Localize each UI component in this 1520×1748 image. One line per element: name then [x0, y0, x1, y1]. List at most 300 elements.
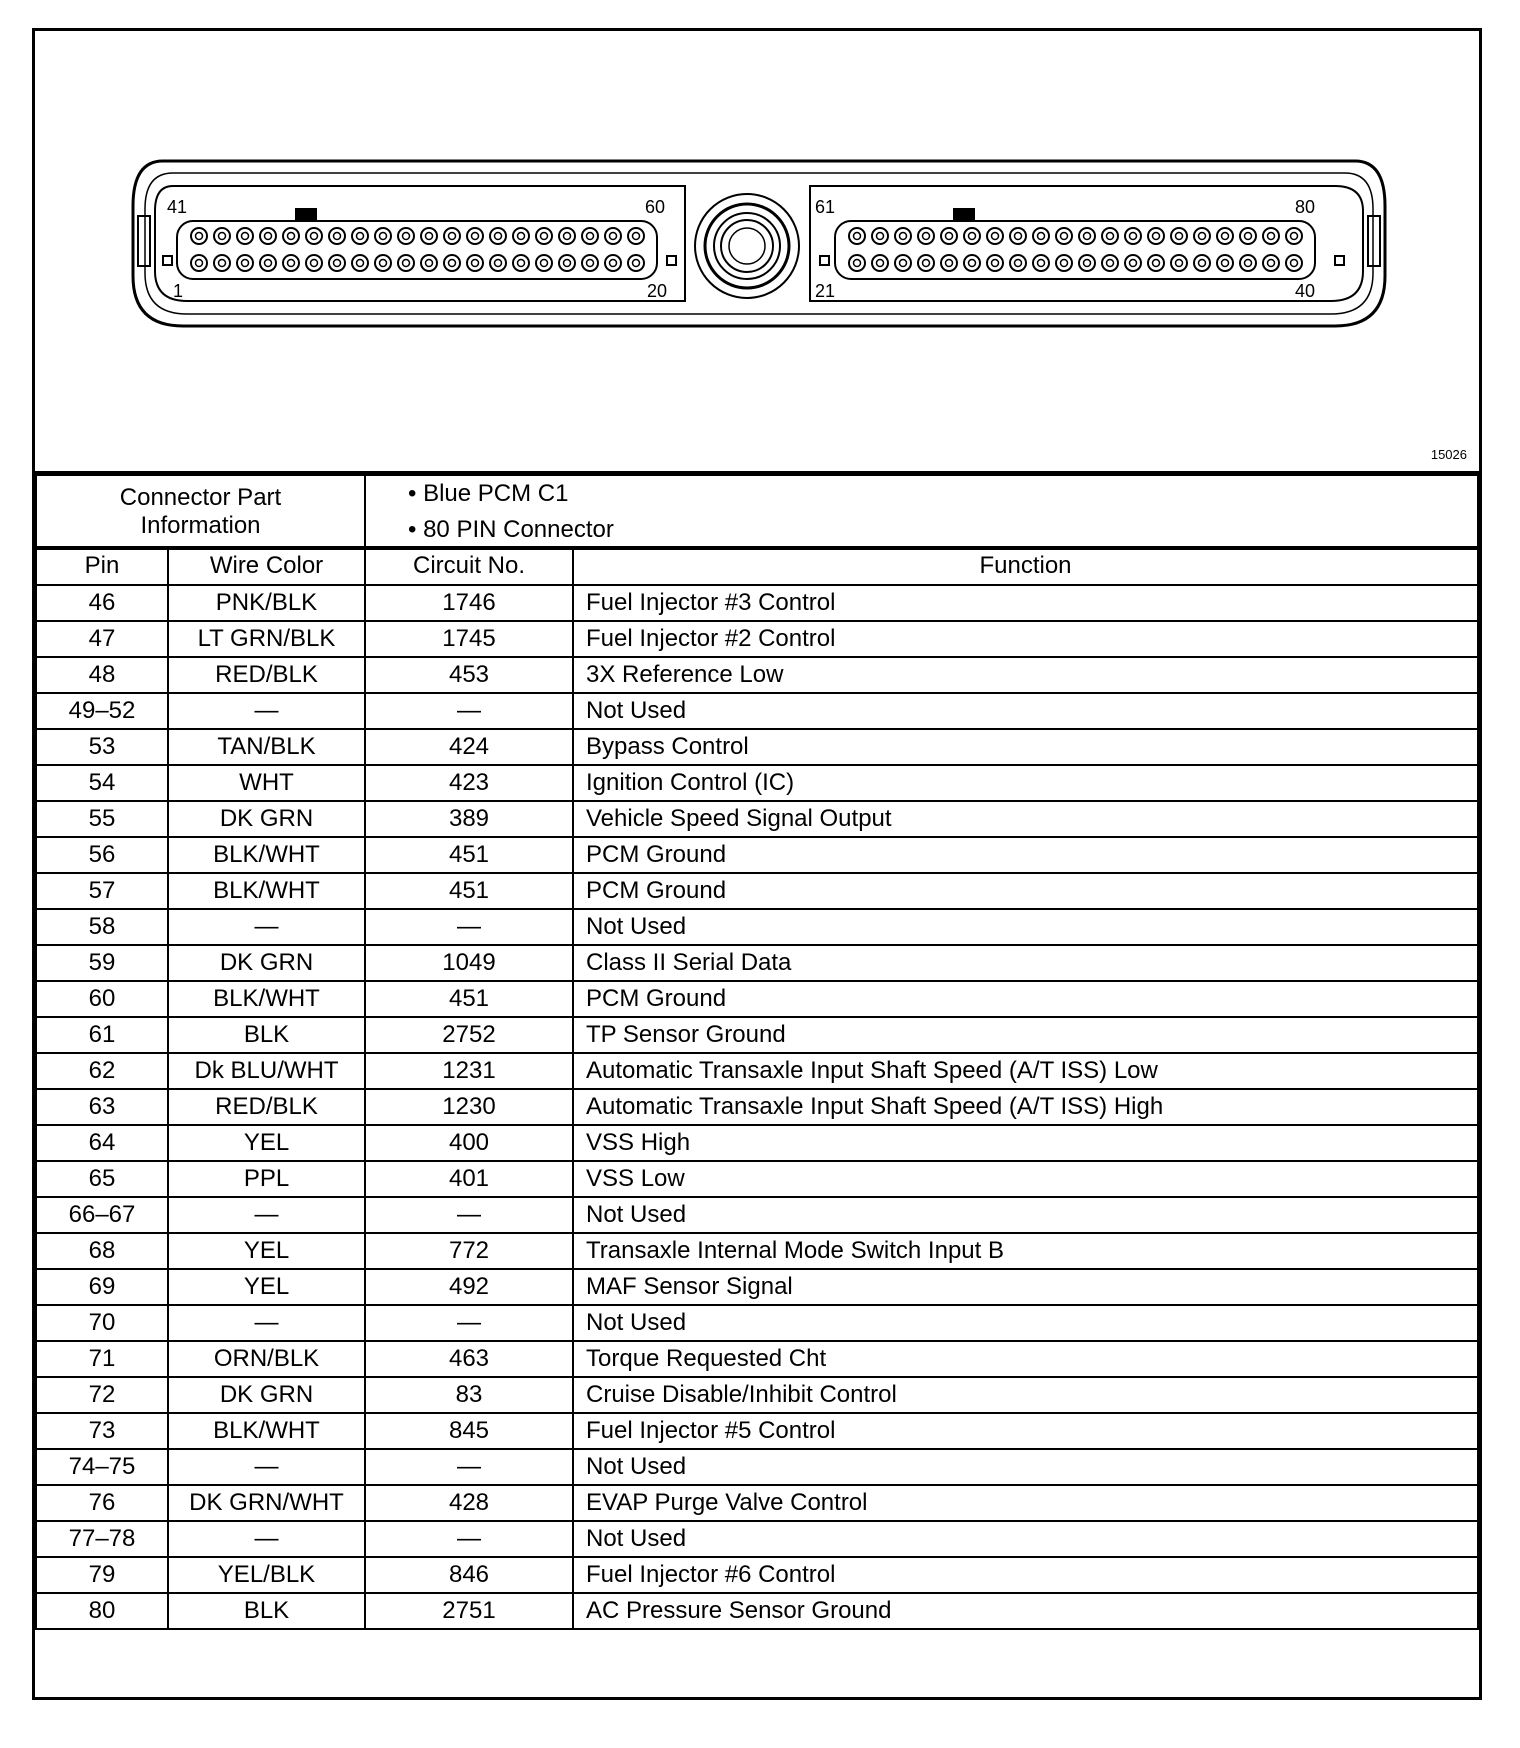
pin-cell: 61	[36, 1017, 168, 1053]
pin-contact	[518, 260, 525, 267]
figure-id: 15026	[1430, 447, 1467, 462]
pin-contact	[449, 260, 456, 267]
pin-contact	[633, 233, 640, 240]
pin-contact	[1130, 233, 1137, 240]
pin-cavity	[237, 228, 253, 244]
pin-contact	[334, 233, 341, 240]
table-row	[36, 1557, 1478, 1593]
function-cell: Not Used	[573, 1521, 1478, 1557]
table-row	[36, 1269, 1478, 1305]
pin-contact	[900, 233, 907, 240]
pin-cavity	[941, 228, 957, 244]
pin-cavity	[1194, 255, 1210, 271]
wire-color-cell: —	[168, 1305, 365, 1341]
pin-cell: 62	[36, 1053, 168, 1089]
circuit-cell: 389	[365, 801, 573, 837]
circuit-cell: 846	[365, 1557, 573, 1593]
pin-contact	[1176, 233, 1183, 240]
function-cell: Class II Serial Data	[573, 945, 1478, 981]
table-row	[36, 1449, 1478, 1485]
pin-contact	[946, 233, 953, 240]
pin-cell: 68	[36, 1233, 168, 1269]
function-cell: Fuel Injector #6 Control	[573, 1557, 1478, 1593]
pin-contact	[357, 233, 364, 240]
pin-cavity	[1056, 228, 1072, 244]
pin-cavity	[191, 228, 207, 244]
pin-cell: 47	[36, 621, 168, 657]
table-row	[36, 945, 1478, 981]
pin-cavity	[1056, 255, 1072, 271]
circuit-cell: —	[365, 909, 573, 945]
wire-color-cell: YEL/BLK	[168, 1557, 365, 1593]
pin-contact	[587, 233, 594, 240]
function-cell: PCM Ground	[573, 981, 1478, 1017]
pin-contact	[380, 233, 387, 240]
wire-color-cell: LT GRN/BLK	[168, 621, 365, 657]
pin-cavity	[1033, 228, 1049, 244]
pin-cell: 79	[36, 1557, 168, 1593]
wire-color-cell: BLK/WHT	[168, 1413, 365, 1449]
pin-contact	[426, 233, 433, 240]
pin-contact	[403, 260, 410, 267]
function-cell: Automatic Transaxle Input Shaft Speed (A/T ISS) Low	[573, 1053, 1478, 1089]
connector-drawing	[35, 31, 1479, 471]
function-cell: Ignition Control (IC)	[573, 765, 1478, 801]
pin-cavity	[918, 255, 934, 271]
function-cell: MAF Sensor Signal	[573, 1269, 1478, 1305]
pin-cavity	[1263, 228, 1279, 244]
pin-contact	[357, 260, 364, 267]
circuit-cell: 1231	[365, 1053, 573, 1089]
pin-contact	[877, 260, 884, 267]
pin-cavity	[1286, 255, 1302, 271]
function-cell: Fuel Injector #3 Control	[573, 585, 1478, 621]
pin-cavity	[559, 255, 575, 271]
pin-cavity	[605, 255, 621, 271]
pin-contact	[1199, 233, 1206, 240]
connector-part-label-line2: Information	[140, 512, 261, 539]
pin-contact	[1291, 260, 1298, 267]
circuit-cell: —	[365, 1449, 573, 1485]
pin-cavity	[559, 228, 575, 244]
header-pin: Pin	[36, 547, 168, 585]
pin-cavity	[260, 228, 276, 244]
pin-contact	[219, 233, 226, 240]
pin-cell: 69	[36, 1269, 168, 1305]
header-wire-color: Wire Color	[168, 547, 365, 585]
pin-cavity	[872, 228, 888, 244]
pin-cavity	[352, 255, 368, 271]
pin-cell: 66–67	[36, 1197, 168, 1233]
pin-contact	[518, 233, 525, 240]
wire-color-cell: BLK/WHT	[168, 873, 365, 909]
pin-contact	[1268, 233, 1275, 240]
pin-contact	[610, 260, 617, 267]
pin-cell: 55	[36, 801, 168, 837]
pin-cavity	[444, 255, 460, 271]
pin-contact	[877, 233, 884, 240]
pin-cell: 65	[36, 1161, 168, 1197]
pin-cell: 58	[36, 909, 168, 945]
pin-cavity	[582, 255, 598, 271]
table-row	[36, 1305, 1478, 1341]
wire-color-cell: ORN/BLK	[168, 1341, 365, 1377]
table-row	[36, 873, 1478, 909]
pin-cavity	[1194, 228, 1210, 244]
pin-contact	[1268, 260, 1275, 267]
circuit-cell: 83	[365, 1377, 573, 1413]
pin-contact	[472, 260, 479, 267]
pin-cavity	[283, 255, 299, 271]
circuit-cell: 401	[365, 1161, 573, 1197]
function-cell: Bypass Control	[573, 729, 1478, 765]
function-cell: VSS High	[573, 1125, 1478, 1161]
pin-contact	[969, 260, 976, 267]
pin-cavity	[1171, 228, 1187, 244]
circuit-cell: 451	[365, 981, 573, 1017]
pin-cavity	[467, 255, 483, 271]
pin-contact	[1245, 233, 1252, 240]
wire-color-cell: PNK/BLK	[168, 585, 365, 621]
pin-contact	[196, 233, 203, 240]
circuit-cell: 1049	[365, 945, 573, 981]
pin-contact	[1153, 260, 1160, 267]
pin-contact	[1222, 260, 1229, 267]
circuit-cell: 1230	[365, 1089, 573, 1125]
header-circuit: Circuit No.	[365, 547, 573, 585]
table-row	[36, 1089, 1478, 1125]
pin-label-41: 41	[167, 197, 188, 217]
pin-contact	[541, 233, 548, 240]
wire-color-cell: WHT	[168, 765, 365, 801]
pin-cavity	[375, 255, 391, 271]
wire-color-cell: BLK/WHT	[168, 837, 365, 873]
pin-cavity	[1217, 228, 1233, 244]
pin-cell: 54	[36, 765, 168, 801]
pin-contact	[1107, 260, 1114, 267]
pin-contact	[403, 233, 410, 240]
pin-contact	[495, 233, 502, 240]
circuit-cell: 2752	[365, 1017, 573, 1053]
pin-cavity	[490, 228, 506, 244]
pin-contact	[1130, 260, 1137, 267]
pin-cavity	[283, 228, 299, 244]
circuit-cell: 451	[365, 837, 573, 873]
wire-color-cell: RED/BLK	[168, 1089, 365, 1125]
pin-cell: 70	[36, 1305, 168, 1341]
pin-cavity	[605, 228, 621, 244]
table-row	[36, 657, 1478, 693]
function-cell: Not Used	[573, 693, 1478, 729]
connector-part-info	[35, 474, 1479, 550]
pin-contact	[541, 260, 548, 267]
pin-label-21: 21	[815, 281, 836, 301]
pin-cavity	[421, 228, 437, 244]
connector-diagram	[35, 31, 1479, 474]
table-row	[36, 1233, 1478, 1269]
table-header-row	[36, 547, 1478, 585]
pin-cavity	[987, 228, 1003, 244]
table-row	[36, 729, 1478, 765]
pin-cell: 74–75	[36, 1449, 168, 1485]
table-row	[36, 801, 1478, 837]
wire-color-cell: DK GRN	[168, 945, 365, 981]
pin-cavity	[375, 228, 391, 244]
pin-cavity	[467, 228, 483, 244]
pin-contact	[472, 233, 479, 240]
pin-cavity	[895, 255, 911, 271]
pin-cavity	[1079, 228, 1095, 244]
circuit-cell: 1745	[365, 621, 573, 657]
wire-color-cell: DK GRN/WHT	[168, 1485, 365, 1521]
pin-cavity	[1079, 255, 1095, 271]
pin-cavity	[398, 255, 414, 271]
table-row	[36, 837, 1478, 873]
wire-color-cell: BLK	[168, 1017, 365, 1053]
pin-contact	[380, 260, 387, 267]
pin-cavity	[849, 255, 865, 271]
pin-cavity	[1010, 228, 1026, 244]
pinout-table	[35, 546, 1479, 1630]
table-row	[36, 1593, 1478, 1629]
circuit-cell: 463	[365, 1341, 573, 1377]
table-row	[36, 585, 1478, 621]
circuit-cell: —	[365, 1521, 573, 1557]
pin-contact	[610, 233, 617, 240]
pin-cavity	[895, 228, 911, 244]
pin-cell: 71	[36, 1341, 168, 1377]
pin-cavity	[964, 255, 980, 271]
pin-cavity	[1240, 255, 1256, 271]
table-row	[36, 1377, 1478, 1413]
pin-cavity	[306, 228, 322, 244]
function-cell: Vehicle Speed Signal Output	[573, 801, 1478, 837]
circuit-cell: 423	[365, 765, 573, 801]
pin-cavities-right	[849, 228, 1302, 271]
pin-cell: 73	[36, 1413, 168, 1449]
wire-color-cell: BLK/WHT	[168, 981, 365, 1017]
pin-cavity	[1148, 255, 1164, 271]
pin-contact	[854, 233, 861, 240]
pin-label-40: 40	[1295, 281, 1316, 301]
pin-cavity	[1125, 255, 1141, 271]
pin-contact	[1084, 260, 1091, 267]
pin-cell: 64	[36, 1125, 168, 1161]
circuit-cell: 424	[365, 729, 573, 765]
pin-contact	[219, 260, 226, 267]
circuit-cell: 772	[365, 1233, 573, 1269]
pin-cavity	[536, 255, 552, 271]
wire-color-cell: —	[168, 909, 365, 945]
wire-color-cell: PPL	[168, 1161, 365, 1197]
pin-contact	[1015, 233, 1022, 240]
pin-label-61: 61	[815, 197, 836, 217]
function-cell: Not Used	[573, 1197, 1478, 1233]
pin-cavity	[1102, 228, 1118, 244]
table-row	[36, 1413, 1478, 1449]
pin-cavity	[1148, 228, 1164, 244]
connector-part-details: • Blue PCM C1 • 80 PIN Connector	[365, 475, 1478, 549]
pin-contact	[242, 233, 249, 240]
pin-cavity	[398, 228, 414, 244]
circuit-cell: —	[365, 1305, 573, 1341]
pin-cavity	[191, 255, 207, 271]
function-cell: PCM Ground	[573, 873, 1478, 909]
pin-contact	[587, 260, 594, 267]
pin-contact	[633, 260, 640, 267]
table-row	[36, 1125, 1478, 1161]
pin-contact	[288, 233, 295, 240]
connector-pin-count-info: 80 PIN Connector	[423, 516, 614, 543]
circuit-cell: 400	[365, 1125, 573, 1161]
function-cell: 3X Reference Low	[573, 657, 1478, 693]
pin-contact	[946, 260, 953, 267]
pin-cavity	[872, 255, 888, 271]
function-cell: VSS Low	[573, 1161, 1478, 1197]
pin-contact	[311, 233, 318, 240]
pin-contact	[265, 260, 272, 267]
table-row	[36, 693, 1478, 729]
pin-cavity	[964, 228, 980, 244]
pin-cavity	[918, 228, 934, 244]
pin-cavity	[513, 228, 529, 244]
pin-cavity	[1033, 255, 1049, 271]
wire-color-cell: YEL	[168, 1233, 365, 1269]
table-row	[36, 1053, 1478, 1089]
pin-contact	[854, 260, 861, 267]
pin-cell: 63	[36, 1089, 168, 1125]
function-cell: Not Used	[573, 1305, 1478, 1341]
pin-contact	[1291, 233, 1298, 240]
pin-cavity	[1010, 255, 1026, 271]
pin-cell: 56	[36, 837, 168, 873]
connector-part-label	[36, 475, 365, 549]
table-row	[36, 1161, 1478, 1197]
pin-contact	[1038, 233, 1045, 240]
pin-contact	[564, 233, 571, 240]
pin-cavity	[1217, 255, 1233, 271]
pin-contact	[1061, 260, 1068, 267]
pin-contact	[265, 233, 272, 240]
table-row	[36, 765, 1478, 801]
table-row	[36, 909, 1478, 945]
pin-cavity	[987, 255, 1003, 271]
circuit-cell: 492	[365, 1269, 573, 1305]
pin-cavity	[421, 255, 437, 271]
pin-cavity	[329, 255, 345, 271]
table-row	[36, 1017, 1478, 1053]
circuit-cell: 1746	[365, 585, 573, 621]
pin-contact	[992, 260, 999, 267]
pin-cell: 48	[36, 657, 168, 693]
function-cell: Cruise Disable/Inhibit Control	[573, 1377, 1478, 1413]
pin-contact	[495, 260, 502, 267]
pin-cavity	[1102, 255, 1118, 271]
pin-cell: 77–78	[36, 1521, 168, 1557]
wire-color-cell: —	[168, 693, 365, 729]
wire-color-cell: BLK	[168, 1593, 365, 1629]
pin-cell: 60	[36, 981, 168, 1017]
wire-color-cell: YEL	[168, 1269, 365, 1305]
circuit-cell: 453	[365, 657, 573, 693]
pin-cell: 59	[36, 945, 168, 981]
pin-contact	[1061, 233, 1068, 240]
pin-cavity	[628, 228, 644, 244]
table-row	[36, 1197, 1478, 1233]
pin-cavity	[306, 255, 322, 271]
circuit-cell: 2751	[365, 1593, 573, 1629]
wire-color-cell: —	[168, 1197, 365, 1233]
circuit-cell: —	[365, 693, 573, 729]
pin-cell: 80	[36, 1593, 168, 1629]
pin-contact	[334, 260, 341, 267]
pin-contact	[900, 260, 907, 267]
pin-contact	[1222, 233, 1229, 240]
function-cell: Not Used	[573, 1449, 1478, 1485]
wire-color-cell: RED/BLK	[168, 657, 365, 693]
pin-contact	[426, 260, 433, 267]
function-cell: Not Used	[573, 909, 1478, 945]
connector-color-info: Blue PCM C1	[423, 480, 569, 507]
table-row	[36, 1341, 1478, 1377]
pin-cavity	[1240, 228, 1256, 244]
pin-contact	[449, 233, 456, 240]
wire-color-cell: DK GRN	[168, 1377, 365, 1413]
pin-label-1: 1	[173, 281, 184, 301]
pin-cell: 53	[36, 729, 168, 765]
pin-contact	[923, 260, 930, 267]
function-cell: Fuel Injector #2 Control	[573, 621, 1478, 657]
circuit-cell: 451	[365, 873, 573, 909]
wire-color-cell: Dk BLU/WHT	[168, 1053, 365, 1089]
pin-cavity	[329, 228, 345, 244]
pin-contact	[1199, 260, 1206, 267]
pin-label-80: 80	[1295, 197, 1316, 217]
pin-cavity	[214, 228, 230, 244]
pin-cell: 76	[36, 1485, 168, 1521]
wire-color-cell: —	[168, 1449, 365, 1485]
pin-cavity	[490, 255, 506, 271]
pin-cell: 57	[36, 873, 168, 909]
pin-contact	[288, 260, 295, 267]
pin-contact	[196, 260, 203, 267]
table-row	[36, 981, 1478, 1017]
pin-contact	[1107, 233, 1114, 240]
circuit-cell: —	[365, 1197, 573, 1233]
pin-cavity	[513, 255, 529, 271]
pin-contact	[564, 260, 571, 267]
circuit-cell: 428	[365, 1485, 573, 1521]
header-function: Function	[573, 547, 1478, 585]
function-cell: TP Sensor Ground	[573, 1017, 1478, 1053]
table-row	[36, 1521, 1478, 1557]
pin-cavity	[214, 255, 230, 271]
connector-part-label-line1: Connector Part	[119, 484, 282, 511]
pin-cavity	[1263, 255, 1279, 271]
pin-cavity	[941, 255, 957, 271]
pin-cavity	[582, 228, 598, 244]
pin-contact	[1176, 260, 1183, 267]
pin-cell: 49–52	[36, 693, 168, 729]
wire-color-cell: —	[168, 1521, 365, 1557]
pin-cell: 46	[36, 585, 168, 621]
pin-contact	[1153, 233, 1160, 240]
pin-cavity	[260, 255, 276, 271]
function-cell: Torque Requested Cht	[573, 1341, 1478, 1377]
function-cell: AC Pressure Sensor Ground	[573, 1593, 1478, 1629]
circuit-cell: 845	[365, 1413, 573, 1449]
pin-contact	[242, 260, 249, 267]
